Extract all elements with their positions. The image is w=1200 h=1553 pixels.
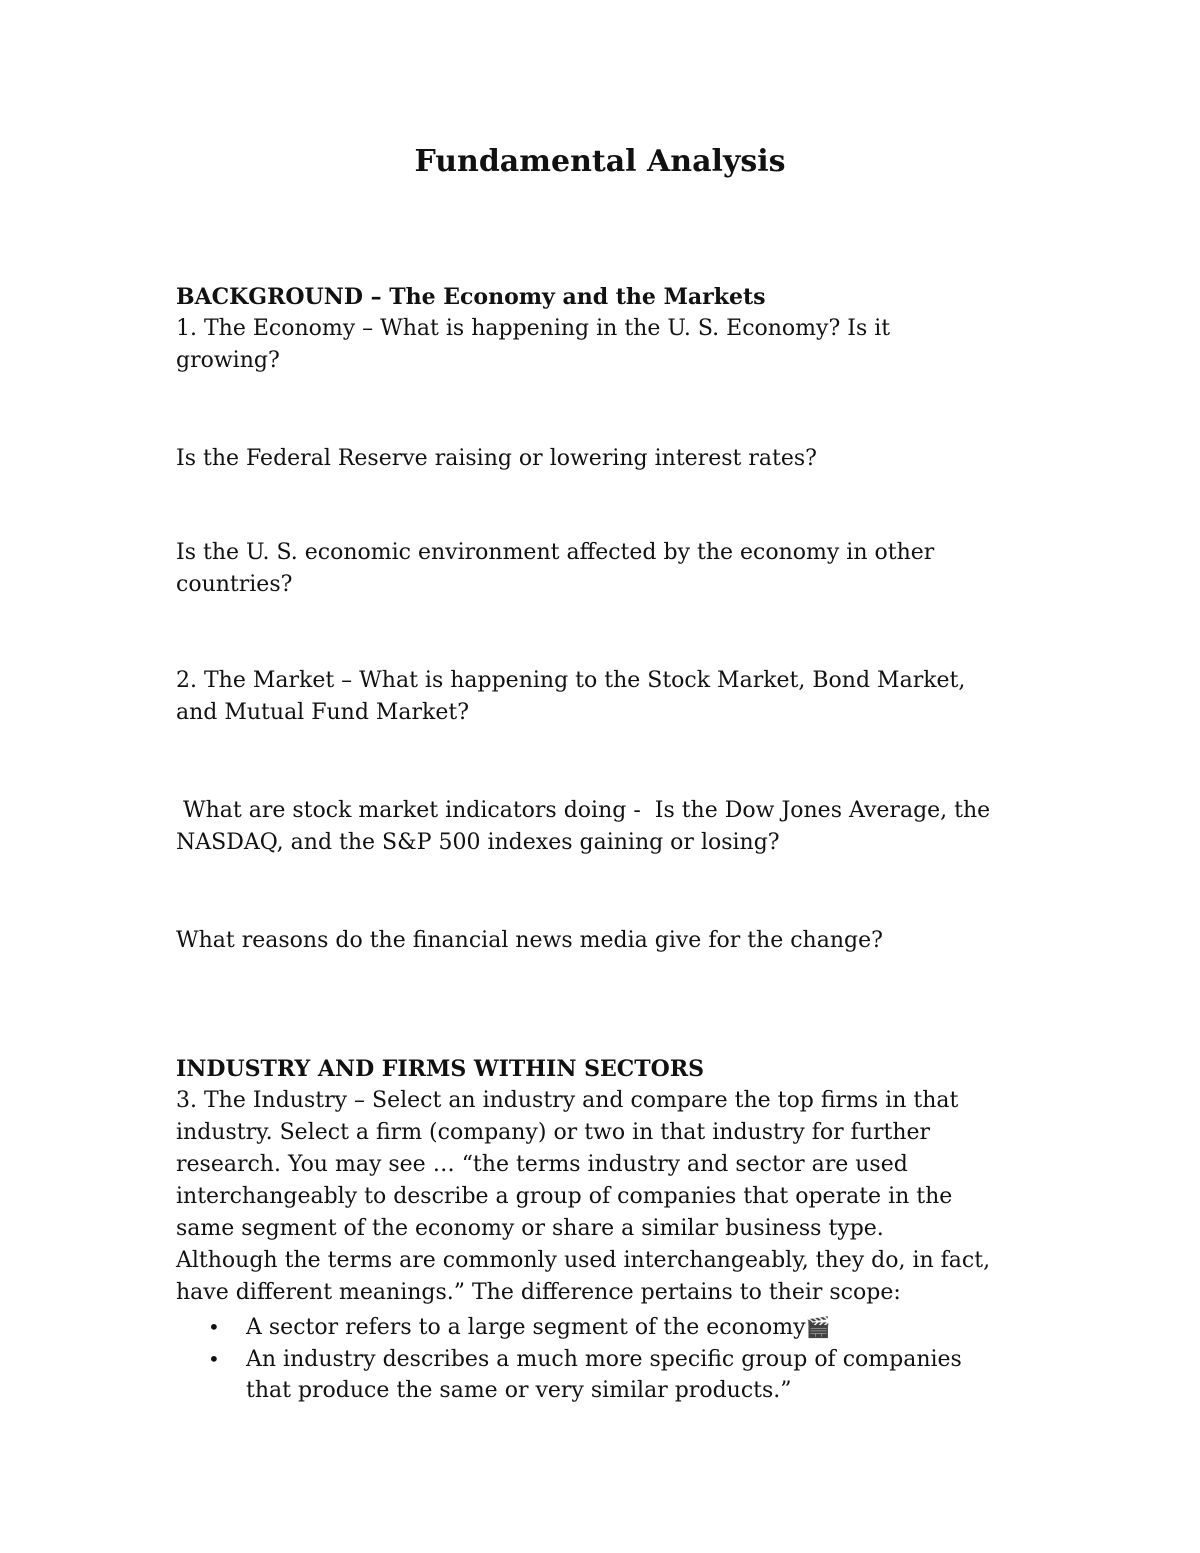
bullet-item	[208, 1343, 1028, 1376]
question-2b-line-1: What are stock market indicators doing - Is the Dow Jones Average, the	[176, 798, 991, 823]
question-2c: What reasons do the financial news media give for the change?	[176, 928, 883, 953]
background-heading: BACKGROUND – The Economy and the Markets	[176, 284, 766, 310]
bullet-item	[208, 1311, 1028, 1344]
paragraph-line: same segment of the economy or share a similar business type.	[176, 1216, 884, 1241]
industry-heading: INDUSTRY AND FIRMS WITHIN SECTORS	[176, 1056, 704, 1082]
question-1b: Is the Federal Reserve raising or lowering interest rates?	[176, 446, 817, 471]
bullet-marker: •	[208, 1315, 220, 1339]
bullet-text: A sector refers to a large segment of the economy	[246, 1315, 806, 1340]
bullet-text-continuation: that produce the same or very similar products.”	[246, 1378, 792, 1403]
question-1-line-1: 1. The Economy – What is happening in the U. S. Economy? Is it	[176, 316, 891, 341]
paragraph-line: 3. The Industry – Select an industry and compare the top firms in that	[176, 1088, 959, 1113]
document-title: Fundamental Analysis	[414, 144, 786, 179]
paragraph-line: interchangeably to describe a group of companies that operate in the	[176, 1184, 953, 1209]
paragraph-line: industry. Select a firm (company) or two in that industry for further	[176, 1120, 931, 1145]
question-1c-line-2: countries?	[176, 572, 293, 597]
question-2-line-1: 2. The Market – What is happening to the Stock Market, Bond Market,	[176, 668, 966, 693]
question-2-line-2: and Mutual Fund Market?	[176, 700, 470, 725]
paragraph-line: have different meanings.” The difference pertains to their scope:	[176, 1280, 901, 1305]
question-1c-line-1: Is the U. S. economic environment affected by the economy in other	[176, 540, 935, 565]
clapperboard-icon: 🎬	[805, 1315, 831, 1339]
bullet-marker: •	[208, 1347, 220, 1371]
question-1-line-2: growing?	[176, 348, 280, 373]
paragraph-line: Although the terms are commonly used interchangeably, they do, in fact,	[176, 1248, 991, 1273]
question-2b-line-2: NASDAQ, and the S&P 500 indexes gaining or losing?	[176, 830, 780, 855]
bullet-text: An industry describes a much more specific group of companies	[246, 1347, 962, 1372]
paragraph-line: research. You may see … “the terms industry and sector are used	[176, 1152, 908, 1177]
